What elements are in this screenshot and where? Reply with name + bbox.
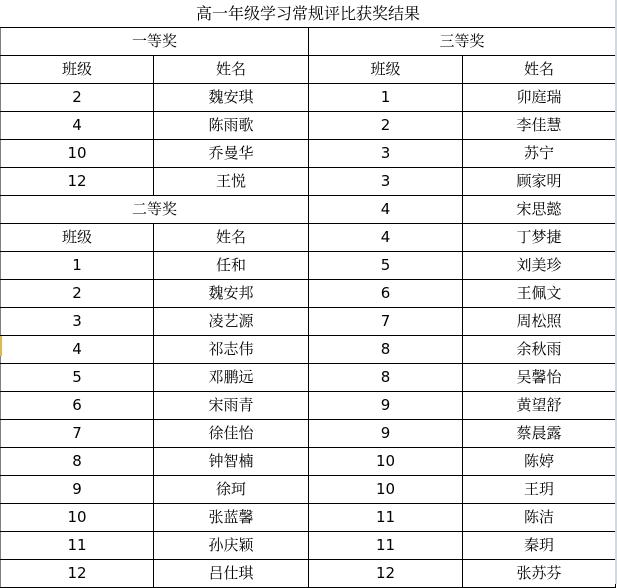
right-class-cell[interactable]: 12 <box>309 560 463 588</box>
right-name-cell[interactable]: 张苏芬 <box>463 560 616 588</box>
left-name-cell[interactable]: 宋雨青 <box>154 392 309 420</box>
right-name-cell[interactable]: 余秋雨 <box>463 336 616 364</box>
name-header-left[interactable]: 姓名 <box>154 224 309 252</box>
table-row <box>1 532 616 560</box>
right-class-cell[interactable]: 2 <box>309 112 463 140</box>
left-name-cell[interactable]: 徐珂 <box>154 476 309 504</box>
right-class-cell[interactable]: 7 <box>309 308 463 336</box>
right-name-cell[interactable]: 陈洁 <box>463 504 616 532</box>
left-name-cell[interactable]: 陈雨歌 <box>154 112 309 140</box>
right-name-cell[interactable]: 黄望舒 <box>463 392 616 420</box>
right-class-cell[interactable]: 1 <box>309 84 463 112</box>
left-class-cell[interactable]: 10 <box>1 140 154 168</box>
table-row <box>1 84 616 112</box>
left-name-cell[interactable]: 祁志伟 <box>154 336 309 364</box>
right-name-cell[interactable]: 秦玥 <box>463 532 616 560</box>
row-selection-marker <box>0 336 2 356</box>
left-name-cell[interactable]: 邓鹏远 <box>154 364 309 392</box>
left-class-cell[interactable]: 6 <box>1 392 154 420</box>
table-row <box>1 252 616 280</box>
right-class-cell[interactable]: 8 <box>309 364 463 392</box>
right-class-cell[interactable]: 8 <box>309 336 463 364</box>
left-name-cell[interactable]: 吕仕琪 <box>154 560 309 588</box>
left-name-cell[interactable]: 凌艺源 <box>154 308 309 336</box>
class-header-left[interactable]: 班级 <box>1 224 154 252</box>
right-name-cell[interactable]: 王玥 <box>463 476 616 504</box>
right-name-cell[interactable]: 陈婷 <box>463 448 616 476</box>
third-prize-label[interactable]: 三等奖 <box>309 28 616 56</box>
right-class-cell[interactable]: 4 <box>309 224 463 252</box>
right-name-cell[interactable]: 顾家明 <box>463 168 616 196</box>
section-header-row <box>1 28 616 56</box>
left-class-cell[interactable]: 2 <box>1 84 154 112</box>
right-class-cell[interactable]: 4 <box>309 196 463 224</box>
left-class-cell[interactable]: 7 <box>1 420 154 448</box>
table-row <box>1 112 616 140</box>
table-row <box>1 336 616 364</box>
left-name-cell[interactable]: 乔曼华 <box>154 140 309 168</box>
table-row <box>1 140 616 168</box>
left-class-cell[interactable]: 2 <box>1 280 154 308</box>
left-name-cell[interactable]: 任和 <box>154 252 309 280</box>
right-class-cell[interactable]: 10 <box>309 476 463 504</box>
table-row <box>1 420 616 448</box>
left-class-cell[interactable]: 4 <box>1 336 154 364</box>
left-class-cell[interactable]: 12 <box>1 560 154 588</box>
table-row <box>1 476 616 504</box>
table-row <box>1 392 616 420</box>
left-class-cell[interactable]: 12 <box>1 168 154 196</box>
left-class-cell[interactable]: 1 <box>1 252 154 280</box>
left-class-cell[interactable]: 4 <box>1 112 154 140</box>
right-class-cell[interactable]: 11 <box>309 532 463 560</box>
right-class-cell[interactable]: 3 <box>309 140 463 168</box>
right-class-cell[interactable]: 9 <box>309 420 463 448</box>
name-header-right[interactable]: 姓名 <box>463 56 616 84</box>
right-class-cell[interactable]: 5 <box>309 252 463 280</box>
left-class-cell[interactable]: 10 <box>1 504 154 532</box>
right-name-cell[interactable]: 苏宁 <box>463 140 616 168</box>
class-header-right[interactable]: 班级 <box>309 56 463 84</box>
name-header-left[interactable]: 姓名 <box>154 56 309 84</box>
right-name-cell[interactable]: 周松照 <box>463 308 616 336</box>
first-prize-label[interactable]: 一等奖 <box>1 28 309 56</box>
right-name-cell[interactable]: 李佳慧 <box>463 112 616 140</box>
class-header-left[interactable]: 班级 <box>1 56 154 84</box>
column-header-row <box>1 56 616 84</box>
left-class-cell[interactable]: 3 <box>1 308 154 336</box>
left-name-cell[interactable]: 徐佳怡 <box>154 420 309 448</box>
right-name-cell[interactable]: 丁梦捷 <box>463 224 616 252</box>
table-row <box>1 448 616 476</box>
right-name-cell[interactable]: 刘美珍 <box>463 252 616 280</box>
table-row <box>1 364 616 392</box>
left-name-cell[interactable]: 钟智楠 <box>154 448 309 476</box>
right-class-cell[interactable]: 9 <box>309 392 463 420</box>
table-row <box>1 224 616 252</box>
sheet-title[interactable]: 高一年级学习常规评比获奖结果 <box>1 0 616 28</box>
left-class-cell[interactable]: 8 <box>1 448 154 476</box>
right-class-cell[interactable]: 11 <box>309 504 463 532</box>
left-name-cell[interactable]: 王悦 <box>154 168 309 196</box>
right-class-cell[interactable]: 3 <box>309 168 463 196</box>
right-name-cell[interactable]: 蔡晨露 <box>463 420 616 448</box>
left-name-cell[interactable]: 魏安琪 <box>154 84 309 112</box>
left-name-cell[interactable]: 张蓝馨 <box>154 504 309 532</box>
table-row <box>1 504 616 532</box>
left-class-cell[interactable]: 5 <box>1 364 154 392</box>
table-row <box>1 196 616 224</box>
left-name-cell[interactable]: 魏安邦 <box>154 280 309 308</box>
right-name-cell[interactable]: 卯庭瑞 <box>463 84 616 112</box>
table-row <box>1 168 616 196</box>
table-row <box>1 280 616 308</box>
table-row <box>1 560 616 588</box>
left-class-cell[interactable]: 9 <box>1 476 154 504</box>
table-row <box>1 308 616 336</box>
right-class-cell[interactable]: 6 <box>309 280 463 308</box>
left-class-cell[interactable]: 11 <box>1 532 154 560</box>
right-class-cell[interactable]: 10 <box>309 448 463 476</box>
left-name-cell[interactable]: 孙庆颖 <box>154 532 309 560</box>
right-name-cell[interactable]: 吴馨怡 <box>463 364 616 392</box>
right-name-cell[interactable]: 王佩文 <box>463 280 616 308</box>
second-prize-label[interactable]: 二等奖 <box>1 196 309 224</box>
title-row <box>1 0 616 28</box>
right-name-cell[interactable]: 宋思懿 <box>463 196 616 224</box>
